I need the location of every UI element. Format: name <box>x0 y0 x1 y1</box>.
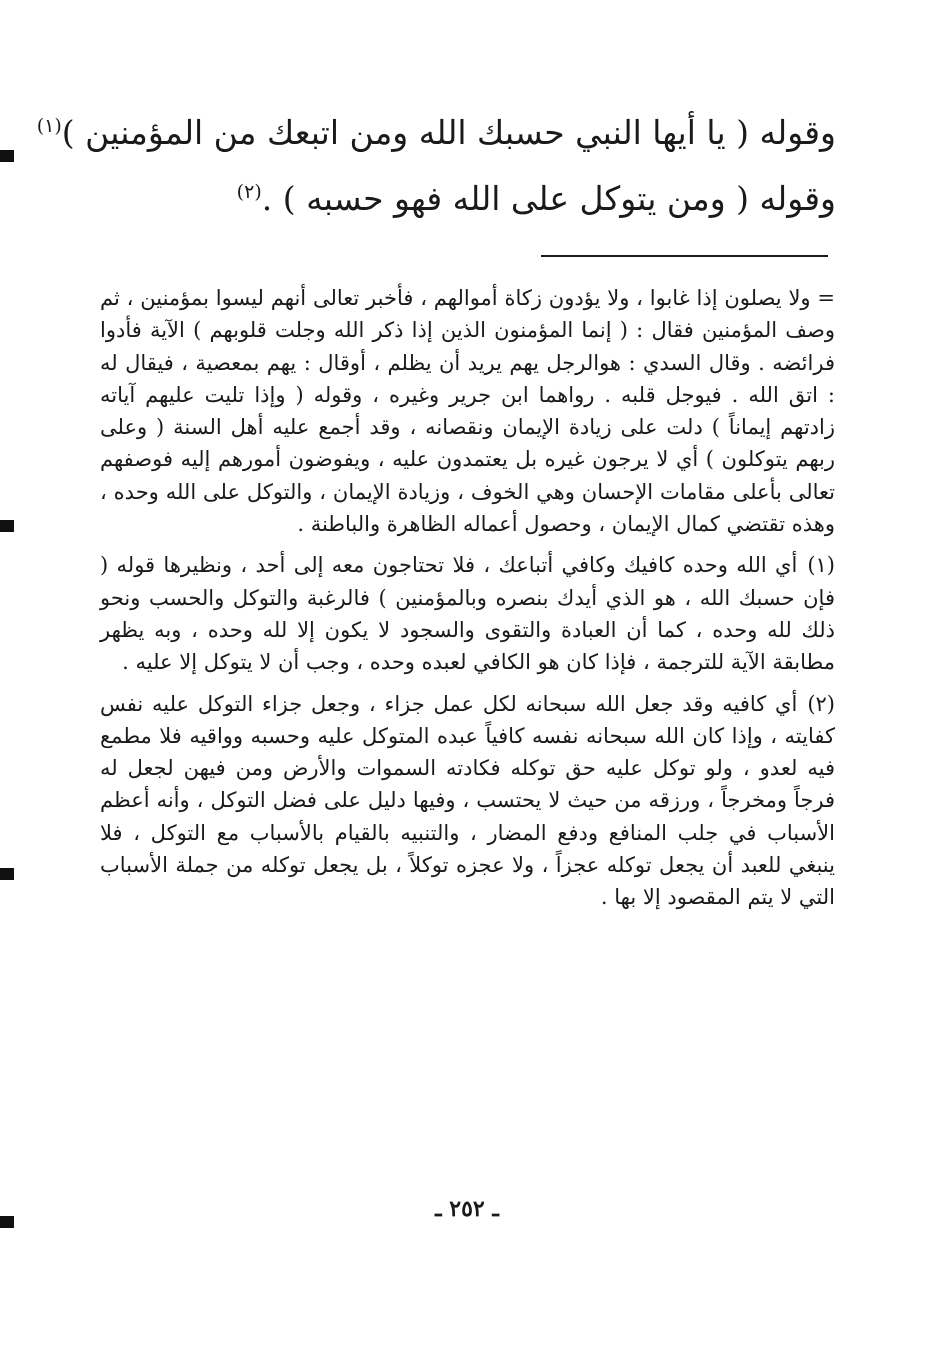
main-line-1 <box>36 100 836 166</box>
scan-edge-mark <box>0 520 14 532</box>
main-text <box>36 100 836 232</box>
footnotes <box>100 282 835 923</box>
footnote-continued: = ولا يصلون إذا غابوا ، ولا يؤدون زكاة أموالهم ، فأخبر تعالى أنهم ليسوا بمؤمنين ، ثم وصف المؤمنين فقال : ( إنما المؤمنون الذين إذا ذكر الله وجلت قلوبهم ) الآية فأدوا فرائضه . وقال السدي : هوالرجل يهم يريد أن يظلم ، أوقال : يهم بمعصية ، فيقال له : اتق الله . فيوجل قلبه . رواهما ابن جرير وغيره ، وقوله ( وإذا تليت عليهم آياته زادتهم إيماناً ) دلت على زيادة الإيمان ونقصانه ، وقد أجمع عليه أهل السنة ( وعلى ربهم يتوكلون ) أي لا يرجون غيره بل يعتمدون عليه ، ويفوضون أمورهم إليه فوصفهم تعالى بأعلى مقامات الإحسان وهي الخوف ، وزيادة الإيمان ، والتوكل على الله وحده ، وهذه تقتضي كمال الإيمان ، وحصول أعماله الظاهرة والباطنة . <box>100 286 836 537</box>
verse-quote-1: وقوله ( يا أيها النبي حسبك الله ومن اتبعك من المؤمنين ) <box>61 113 836 152</box>
footnote-separator <box>541 255 828 257</box>
footnote-2-number: (٢) <box>807 691 835 716</box>
page-number: ـ ٢٥٢ ـ <box>435 1196 499 1222</box>
main-line-2 <box>110 166 836 232</box>
footnote-1-number: (١) <box>807 553 835 578</box>
footnote-2-text: أي كافيه وقد جعل الله سبحانه لكل عمل جزاء ، وجعل جزاء التوكل عليه نفس كفايته ، وإذا كان الله سبحانه نفسه كافياً عبده المتوكل عليه وحسبه وواقيه فلا مطمع فيه لعدو ، ولو توكل عليه حق توكله فكادته السموات والأرض ومن فيهن لجعل له فرجاً ومخرجاً ، ورزقه من حيث لا يحتسب ، وفيها دليل على فضل التوكل ، وأنه أعظم الأسباب في جلب المنافع ودفع المضار ، والتنبيه بالقيام بالأسباب مع التوكل ، فلا ينبغي للعبد أن يجعل توكله عجزاً ، ولا عجزه توكلاً ، بل يجعل توكله من جملة الأسباب التي لا يتم المقصود إلا بها . <box>100 691 835 910</box>
verse-quote-2: وقوله ( ومن يتوكل على الله فهو حسبه ) . <box>261 179 836 218</box>
footnote-1-text: أي الله وحده كافيك وكافي أتباعك ، فلا تحتاجون معه إلى أحد ، ونظيرها قوله ( فإن حسبك الله ، هو الذي أيدك بنصره وبالمؤمنين ) فالرغبة والتوكل والحسب ونحو ذلك لله وحده ، كما أن العبادة والتقوى والسجود لا يكون إلا لله وحده ، وبه يظهر مطابقة الآية للترجمة ، فإذا كان هو الكافي لعبده وحده ، وجب أن لا يتوكل إلا عليه . <box>100 553 835 675</box>
footnote-2 <box>100 688 835 914</box>
scan-edge-mark <box>0 868 14 880</box>
scan-edge-mark <box>0 150 14 162</box>
footnote-1 <box>100 549 835 678</box>
footnote-ref-1: (١) <box>36 115 62 137</box>
footnote-ref-2: (٢) <box>236 181 262 203</box>
